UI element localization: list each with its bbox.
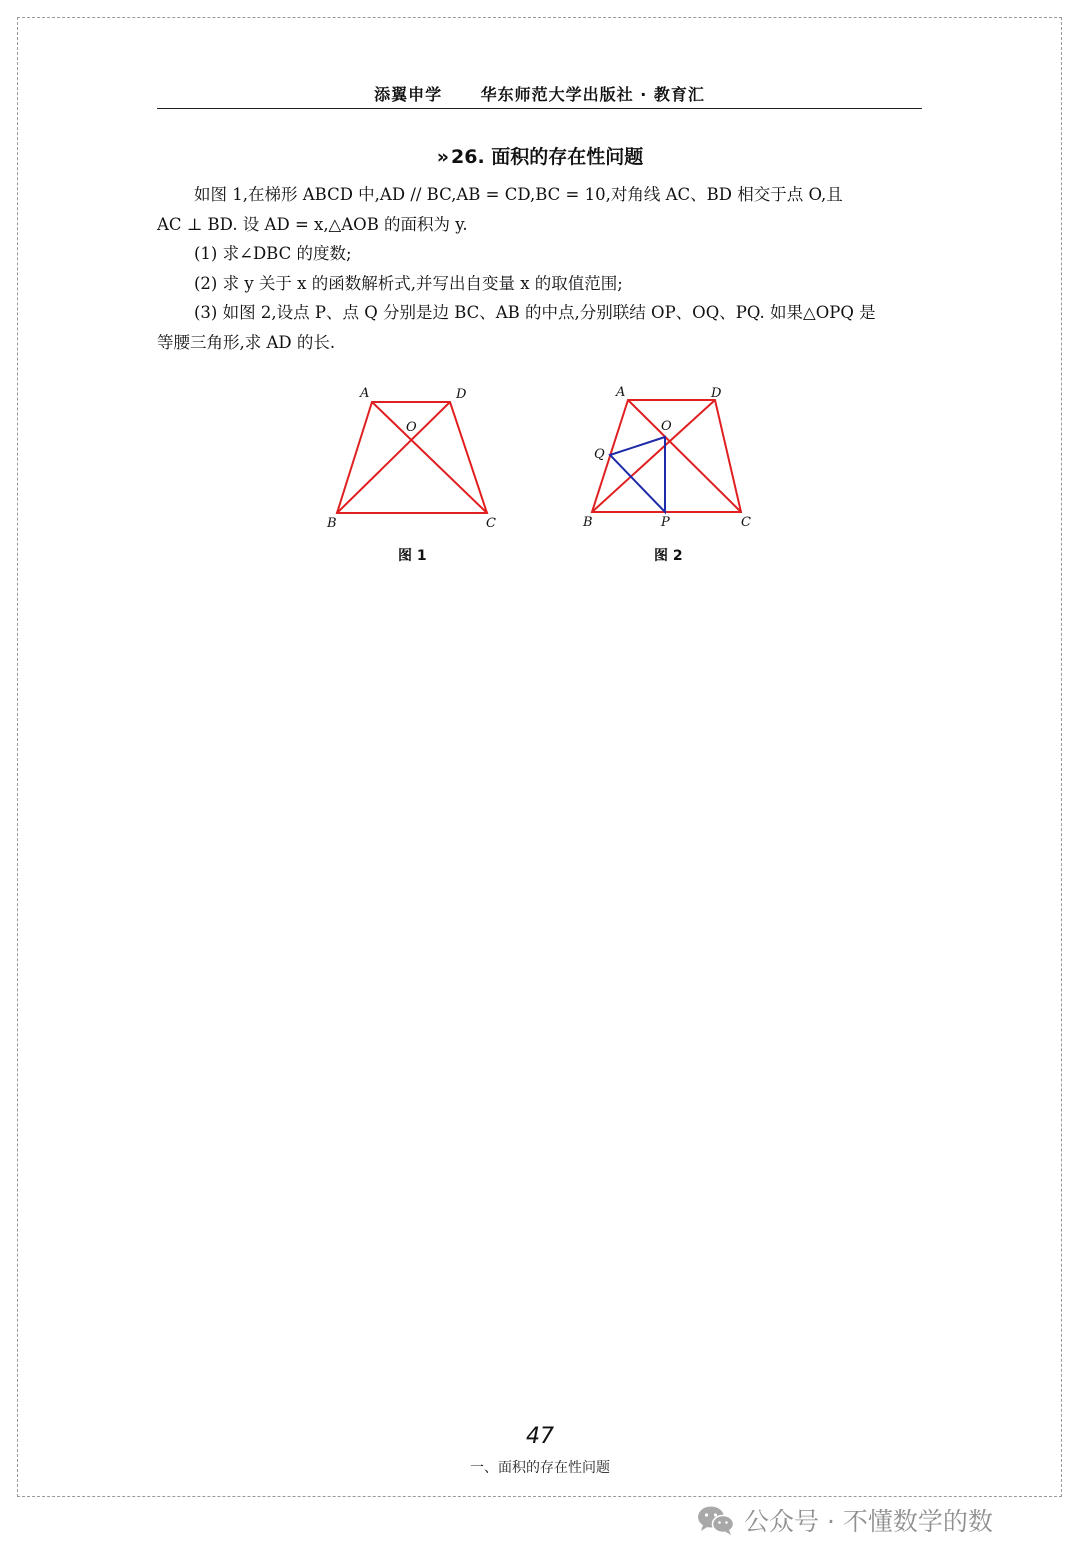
footer-section-title: 一、面积的存在性问题 bbox=[470, 1460, 610, 1476]
problem-line-2: AC ⊥ BD. 设 AD = x,△AOB 的面积为 y. bbox=[157, 214, 468, 234]
figure-1 bbox=[320, 380, 510, 540]
question-1: (1) 求∠DBC 的度数; bbox=[194, 244, 352, 263]
triangle-opq bbox=[610, 437, 665, 512]
label-p-2: P bbox=[661, 515, 670, 530]
question-3-line-2: 等腰三角形,求 AD 的长. bbox=[157, 332, 336, 352]
question-3-line-1: (3) 如图 2,设点 P、点 Q 分别是边 BC、AB 的中点,分别联结 OP、OQ、PQ. 如果△OPQ 是 bbox=[194, 303, 876, 322]
figure-1-caption: 图 1 bbox=[398, 548, 427, 564]
figure-1-diagram bbox=[320, 380, 510, 540]
header-right: 华东师范大学出版社 · 教育汇 bbox=[480, 85, 705, 104]
trapezoid-abcd bbox=[337, 402, 487, 513]
label-b-2: B bbox=[583, 515, 593, 530]
label-b: B bbox=[327, 516, 337, 531]
label-q-2: Q bbox=[594, 447, 605, 462]
watermark-text: 公众号 · 不懂数学的数 bbox=[744, 1507, 993, 1536]
figure-2 bbox=[575, 380, 765, 540]
page-number: 47 bbox=[526, 1424, 554, 1449]
label-o-2: O bbox=[661, 419, 672, 434]
label-d-2: D bbox=[711, 386, 722, 401]
header-left: 添翼申学 bbox=[374, 85, 443, 104]
label-c-2: C bbox=[741, 515, 751, 530]
label-c: C bbox=[486, 516, 496, 531]
section-title bbox=[0, 142, 1080, 169]
question-2: (2) 求 y 关于 x 的函数解析式,并写出自变量 x 的取值范围; bbox=[194, 273, 623, 293]
diagonal-ac bbox=[372, 402, 487, 513]
trapezoid-abcd-2 bbox=[592, 400, 741, 512]
problem-line-1: 如图 1,在梯形 ABCD 中,AD // BC,AB = CD,BC = 10,对角线 AC、BD 相交于点 O,且 bbox=[194, 185, 843, 204]
label-a-2: A bbox=[616, 385, 626, 400]
watermark bbox=[696, 1502, 993, 1538]
wechat-icon bbox=[696, 1504, 736, 1536]
diagonal-ac-2 bbox=[628, 400, 741, 512]
figure-2-diagram bbox=[575, 380, 765, 540]
label-a: A bbox=[360, 386, 370, 401]
section-title-text: 26. 面积的存在性问题 bbox=[451, 146, 644, 168]
label-o: O bbox=[406, 420, 417, 435]
label-d: D bbox=[456, 387, 467, 402]
section-mark-icon: » bbox=[436, 146, 449, 168]
figure-2-caption: 图 2 bbox=[654, 548, 683, 564]
running-header bbox=[157, 82, 922, 109]
problem-statement bbox=[157, 180, 925, 357]
